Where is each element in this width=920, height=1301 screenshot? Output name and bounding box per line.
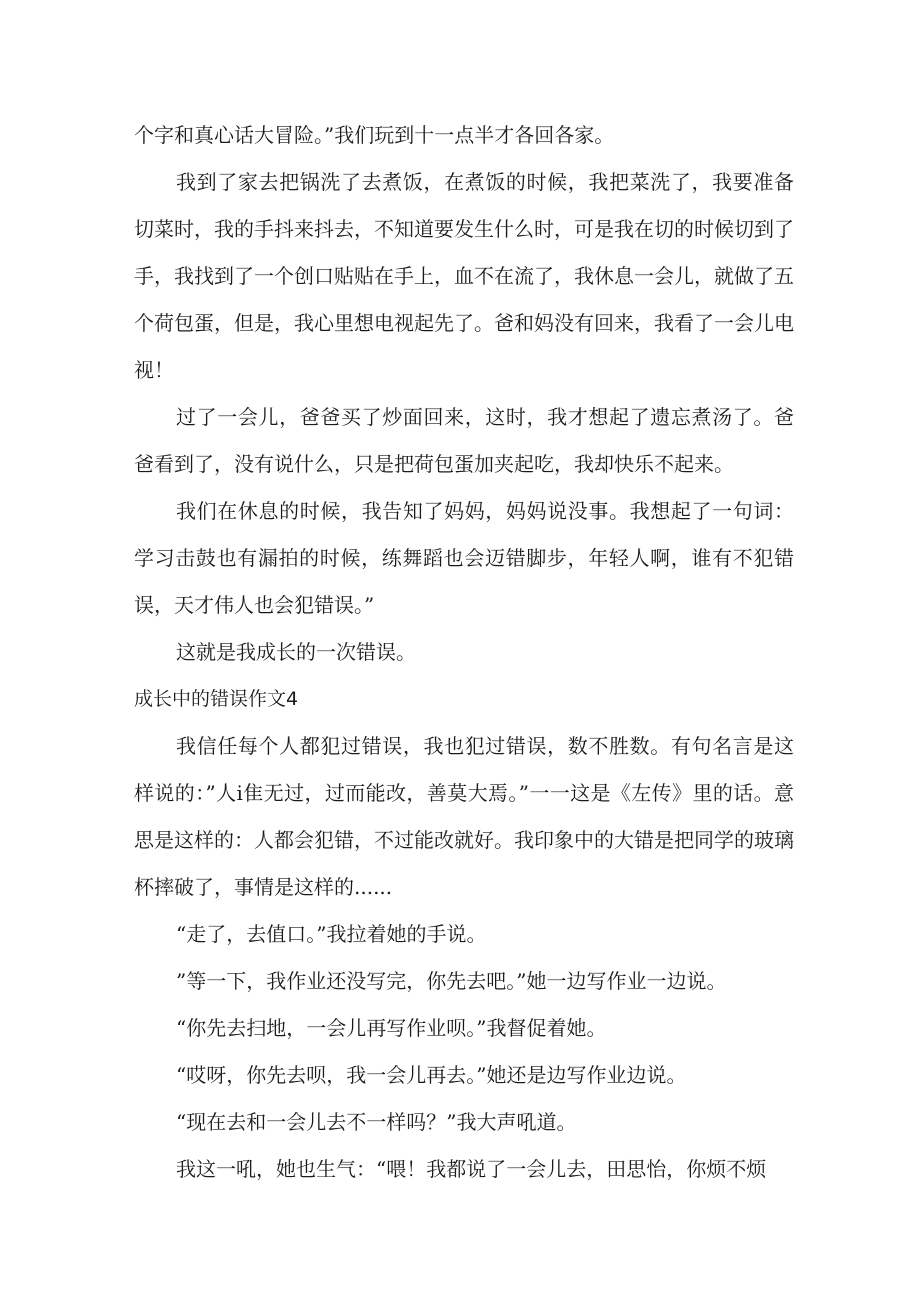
paragraph-cooking: 我到了家去把锅洗了去煮饭，在煮饭的时候，我把菜洗了，我要准备切菜时，我的手抖来抖去，不知道要发生什么时，可是我在切的时候切到了手，我找到了一个创口贴贴在手上，血不在流了，我休息一会儿，就做了五个荷包蛋，但是，我心里想电视起先了。爸和妈没有回来，我看了一会儿电视！: [134, 170, 794, 382]
dialog-line-2: ”等一下，我作业还没写完，你先去吧。”她一边写作业一边说。: [176, 969, 727, 993]
paragraph-conclusion: 这就是我成长的一次错误。: [176, 640, 416, 664]
document-page: [134, 112, 794, 1193]
dialog-line-4: “哎呀，你先去呗，我一会儿再去。”她还是边写作业边说。: [176, 1063, 687, 1087]
dialog-line-6: 我这一吼，她也生气：“喂！我都说了一会儿去，田思怡，你烦不烦: [176, 1157, 767, 1181]
dialog-line-3: “你先去扫地，一会儿再写作业呗。”我督促着她。: [176, 1016, 607, 1040]
paragraph-intro: 我信任每个人都犯过错误，我也犯过错误，数不胜数。有句名言是这样说的：”人i隹无过，过而能改，善莫大焉。”一一这是《左传》里的话。意思是这样的：人都会犯错，不过能改就好。我印象中的大错是把同学的玻璃杯摔破了，事情是这样的......: [134, 734, 794, 899]
dialog-line-5: “现在去和一会儿去不一样吗？”我大声吼道。: [176, 1110, 577, 1134]
essay-heading: 成长中的错误作文4: [134, 688, 299, 710]
paragraph-dad-returns: 过了一会儿，爸爸买了炒面回来，这时，我才想起了遗忘煮汤了。爸爸看到了，没有说什么，只是把荷包蛋加夹起吃，我却快乐不起来。: [134, 405, 794, 476]
dialog-line-1: “走了，去值口。”我拉着她的手说。: [176, 922, 487, 946]
paragraph-quote: 我们在休息的时候，我告知了妈妈，妈妈说没事。我想起了一句词：学习击鼓也有漏拍的时候，练舞蹈也会迈错脚步，年轻人啊，谁有不犯错误，天才伟人也会犯错误。”: [134, 499, 794, 617]
paragraph-continuation: 个字和真心话大冒险。”我们玩到十一点半才各回各家。: [134, 123, 615, 147]
